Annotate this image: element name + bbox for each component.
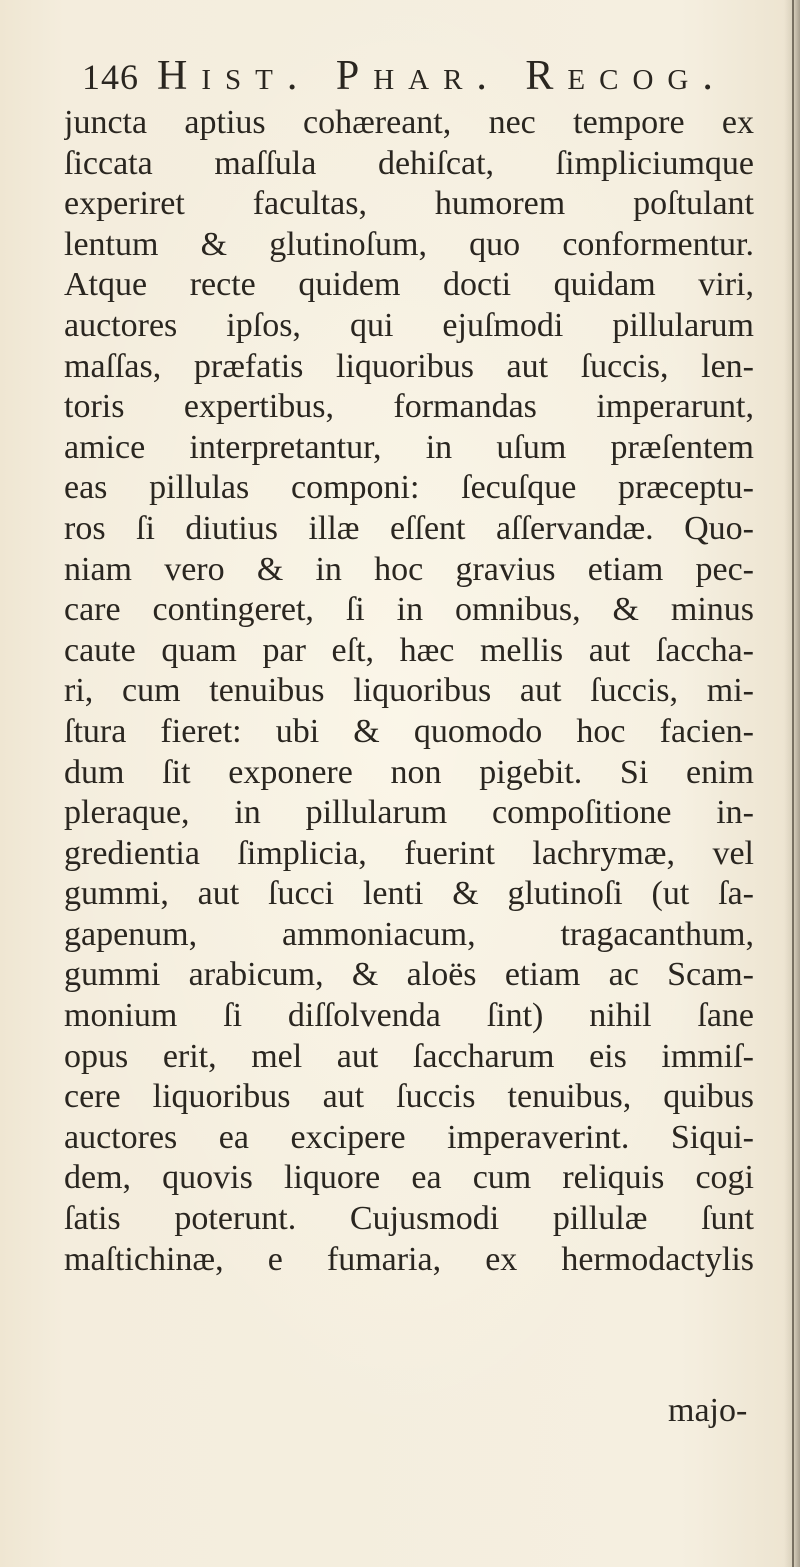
- text-line: ſiccata maſſula dehiſcat, ſimpliciumque: [64, 144, 754, 182]
- text-line: dum ſit exponere non pigebit. Si enim: [64, 753, 754, 791]
- text-line: experiret facultas, humorem poſtulant: [64, 185, 754, 223]
- page-number: 146: [82, 57, 139, 97]
- text-line: lentum & glutinoſum, quo conformentur.: [64, 225, 754, 263]
- text-line: pleraque, in pillularum compoſitione in-: [64, 794, 754, 832]
- text-line: niam vero & in hoc gravius etiam pec-: [64, 550, 754, 588]
- text-line: eas pillulas componi: ſecuſque præceptu-: [64, 469, 754, 507]
- page-header: [82, 52, 727, 104]
- text-line: amice interpretantur, in uſum præſentem: [64, 428, 754, 466]
- text-line: cere liquoribus aut ſuccis tenuibus, quibus: [64, 1078, 754, 1116]
- text-line: Atque recte quidem docti quidam viri,: [64, 266, 754, 304]
- text-line: toris expertibus, formandas imperarunt,: [64, 388, 754, 426]
- page-edge-line: [792, 0, 794, 1567]
- body-text: [64, 103, 754, 1280]
- running-head: Hist. Phar. Recog.: [157, 53, 727, 99]
- text-line: juncta aptius cohæreant, nec tempore ex: [64, 104, 754, 141]
- text-line: dem, quovis liquore ea cum reliquis cogi: [64, 1159, 754, 1197]
- text-line: gredientia ſimplicia, fuerint lachrymæ, vel: [64, 834, 754, 872]
- text-line: opus erit, mel aut ſaccharum eis immiſ-: [64, 1037, 754, 1075]
- text-line: gapenum, ammoniacum, tragacanthum,: [64, 915, 754, 953]
- catchword: majo-: [668, 1392, 748, 1429]
- text-line: ri, cum tenuibus liquoribus aut ſuccis, mi-: [64, 672, 754, 710]
- text-line: caute quam par eſt, hæc mellis aut ſaccha-: [64, 631, 754, 669]
- text-line: maſſas, præfatis liquoribus aut ſuccis, len-: [64, 347, 754, 385]
- text-line: ſatis poterunt. Cujusmodi pillulæ ſunt: [64, 1200, 754, 1238]
- text-line: gummi, aut ſucci lenti & glutinoſi (ut ſa-: [64, 875, 754, 913]
- text-line: ſtura fieret: ubi & quomodo hoc facien-: [64, 712, 754, 750]
- text-line: care contingeret, ſi in omnibus, & minus: [64, 591, 754, 629]
- text-line: maſtichinæ, e fumaria, ex hermodactylis: [64, 1240, 754, 1278]
- text-line: auctores ea excipere imperaverint. Siqui-: [64, 1118, 754, 1156]
- text-line: gummi arabicum, & aloës etiam ac Scam-: [64, 956, 754, 994]
- text-line: monium ſi diſſolvenda ſint) nihil ſane: [64, 997, 754, 1035]
- text-line: auctores ipſos, qui ejuſmodi pillularum: [64, 306, 754, 344]
- text-line: ros ſi diutius illæ eſſent aſſervandæ. Quo-: [64, 509, 754, 547]
